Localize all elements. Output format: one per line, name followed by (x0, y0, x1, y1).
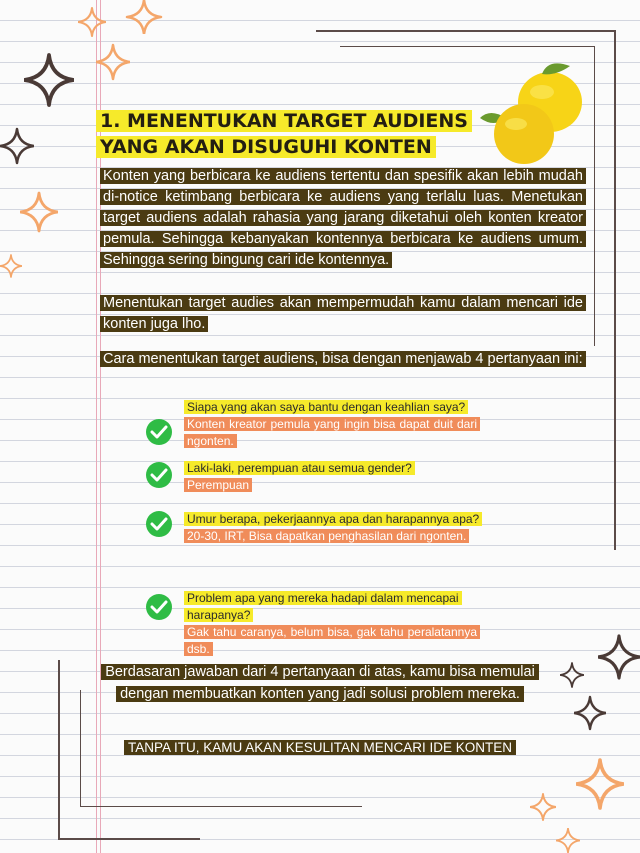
list-item (146, 590, 488, 658)
question-text: Problem apa yang mereka hadapi dalam mencapai harapanya? (184, 590, 484, 624)
answer-text: Konten kreator pemula yang ingin bisa dapat duit dari ngonten. (184, 416, 480, 450)
frame-line-left-bottom (58, 660, 60, 840)
frame-line-top (316, 30, 616, 32)
frame-line-right (614, 30, 616, 550)
page-title: 1. MENENTUKAN TARGET AUDIENS YANG AKAN DISUGUHI KONTEN (96, 108, 476, 160)
sparkle-star-icon (0, 126, 34, 166)
sparkle-star-icon (96, 42, 130, 82)
sparkle-star-icon (124, 0, 164, 34)
closing-statement: TANPA ITU, KAMU AKAN KESULITAN MENCARI IDE KONTEN (100, 738, 540, 757)
answer-text: 20-30, IRT, Bisa dapatkan penghasilan dari ngonten. (184, 528, 480, 545)
sparkle-star-icon (560, 660, 584, 690)
sparkle-star-icon (574, 694, 606, 732)
frame-line-bottom-inner (80, 806, 362, 807)
check-circle-icon (146, 462, 172, 488)
lemon-icon (476, 58, 588, 168)
sparkle-star-icon (598, 632, 640, 682)
sparkle-star-icon (530, 792, 556, 822)
question-text: Laki-laki, perempuan atau semua gender? (184, 460, 488, 477)
question-text: Umur berapa, pekerjaannya apa dan harapannya apa? (184, 511, 484, 528)
answer-text: Perempuan (184, 477, 480, 494)
list-item (146, 399, 488, 450)
check-circle-icon (146, 594, 172, 620)
answer-text: Gak tahu caranya, belum bisa, gak tahu peralatannya dsb. (184, 624, 480, 658)
list-item (146, 460, 488, 494)
sparkle-star-icon (576, 754, 624, 814)
sparkle-star-icon (556, 828, 580, 853)
conclusion-paragraph: Berdasaran jawaban dari 4 pertanyaan di atas, kamu bisa memulai dengan membuatkan konten yang jadi solusi problem mereka. (100, 661, 540, 705)
frame-line-top-inner (340, 46, 594, 47)
frame-line-right-inner (594, 46, 595, 346)
sparkle-star-icon (24, 52, 74, 108)
intro-paragraph: Konten yang berbicara ke audiens tertentu dan spesifik akan lebih mudah di-notice ketimbang berbicara ke audiens yang terlalu luas. Menetukan target audiens adalah rahasia yang jarang diketahui oleh konten kreator pemula. Sehingga kebanyakan kontennya berbicara ke audiens umum. Sehingga sering bingung cari ide kontennya. (100, 166, 586, 271)
frame-line-bottom (58, 838, 200, 840)
benefit-paragraph: Menentukan target audies akan mempermudah kamu dalam mencari ide konten juga lho. (100, 293, 586, 335)
list-item (146, 511, 488, 545)
sparkle-star-icon (20, 190, 58, 234)
question-text: Siapa yang akan saya bantu dengan keahlian saya? (184, 399, 488, 416)
sparkle-star-icon (78, 6, 106, 38)
frame-line-left-inner (80, 690, 81, 806)
check-circle-icon (146, 419, 172, 445)
check-circle-icon (146, 511, 172, 537)
sparkle-star-icon (0, 248, 22, 284)
method-paragraph: Cara menentukan target audiens, bisa dengan menjawab 4 pertanyaan ini: (100, 349, 586, 370)
